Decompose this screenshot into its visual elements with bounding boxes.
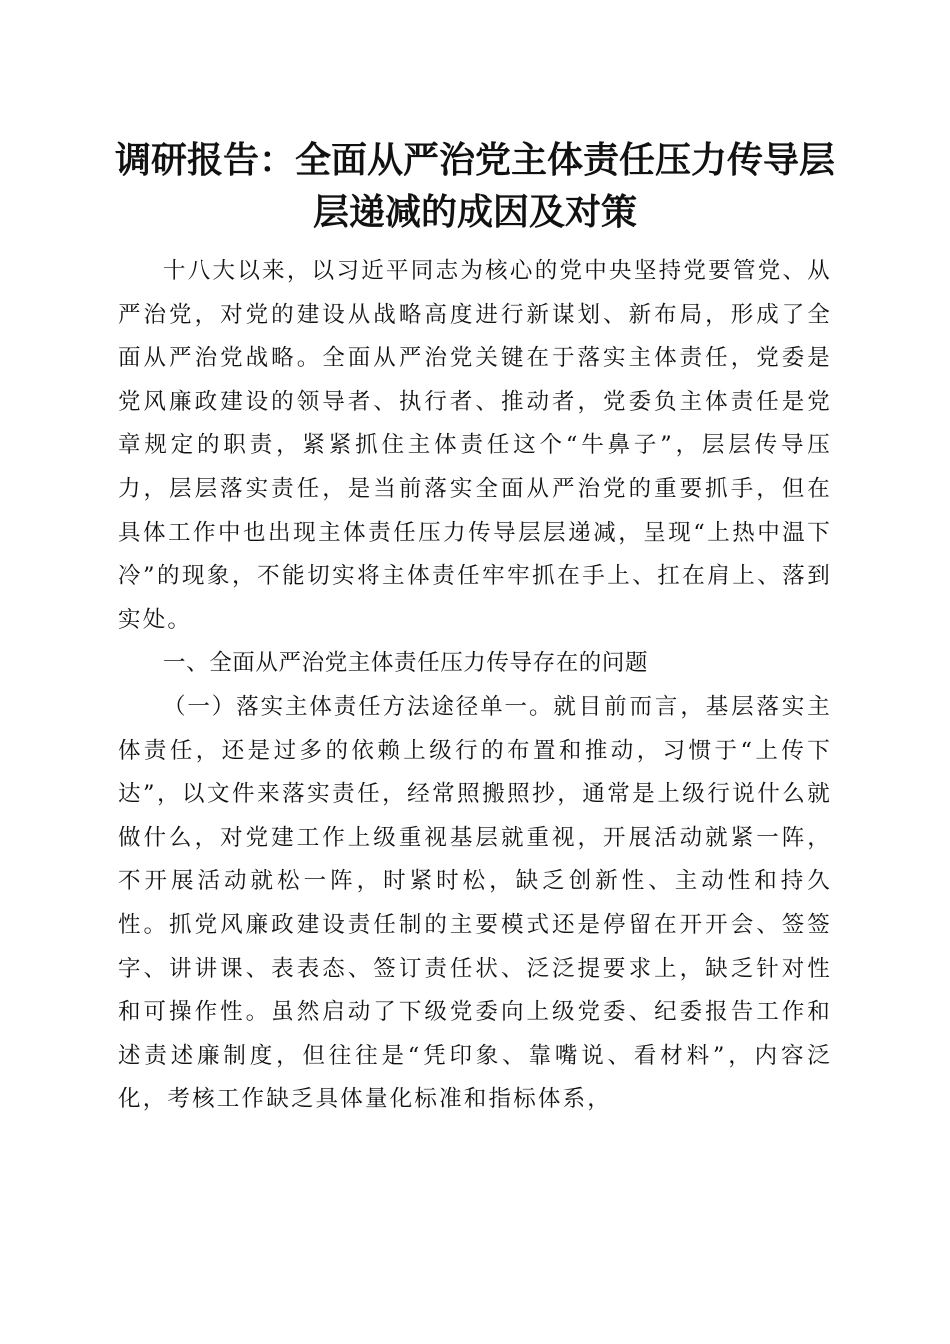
document-body <box>118 250 832 1122</box>
subsection-1-paragraph <box>118 686 832 1122</box>
subsection-1-text: 就目前而言，基层落实主体责任，还是过多的依赖上级行的布置和推动，习惯于“上传下达”，以文件来落实责任，经常照搬照抄，通常是上级行说什么就做什么，对党建工作上级重视基层就重视，开展活动就紧一阵，不开展活动就松一阵，时紧时松，缺乏创新性、主动性和持久性。抓党风廉政建设责任制的主要模式还是停留在开开会、签签字、讲讲课、表表态、签订责任状、泛泛提要求上，缺乏针对性和可操作性。虽然启动了下级党委向上级党委、纪委报告工作和述责述廉制度，但往往是“凭印象、靠嘴说、看材料”，内容泛化，考核工作缺乏具体量化标准和指标体系， <box>118 693 833 1113</box>
subsection-1-heading: （一）落实主体责任方法途径单一。 <box>163 693 554 720</box>
title-line-2: 层递减的成因及对策 <box>312 191 637 233</box>
section-1-heading: 一、全面从严治党主体责任压力传导存在的问题 <box>163 650 649 677</box>
document-title <box>110 134 840 238</box>
title-line-1: 调研报告：全面从严治党主体责任压力传导层 <box>114 139 835 181</box>
intro-paragraph: 十八大以来，以习近平同志为核心的党中央坚持党要管党、从严治党，对党的建设从战略高度进行新谋划、新布局，形成了全面从严治党战略。全面从严治党关键在于落实主体责任，党委是党风廉政建设的领导者、执行者、推动者，党委负主体责任是党章规定的职责，紧紧抓住主体责任这个“牛鼻子”，层层传导压力，层层落实责任，是当前落实全面从严治党的重要抓手，但在具体工作中也出现主体责任压力传导层层递减，呈现“上热中温下冷”的现象，不能切实将主体责任牢牢抓在手上、扛在肩上、落到实处。 <box>118 258 832 633</box>
